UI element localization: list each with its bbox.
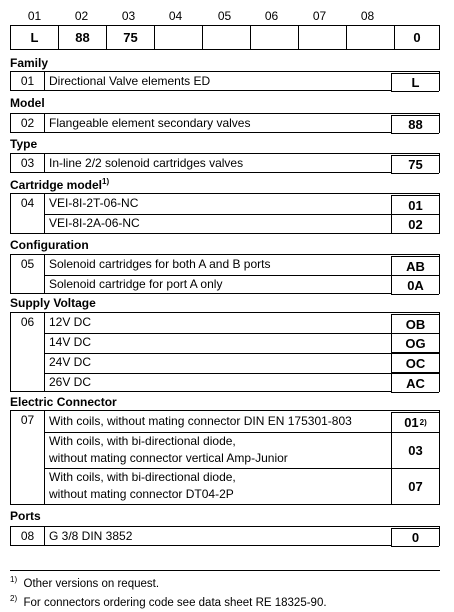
option-text: Flangeable element secondary valves: [49, 116, 251, 130]
position-number: 02: [74, 9, 89, 23]
footnote-mark: 2): [10, 594, 18, 603]
section-number: 03: [11, 154, 45, 172]
row-divider: [44, 333, 439, 334]
option-text: Directional Valve elements ED: [49, 74, 211, 88]
option-code: OC: [391, 353, 439, 373]
option-code: 75: [391, 155, 439, 174]
option-text: Solenoid cartridges for both A and B ports: [49, 257, 271, 271]
section-supply: [10, 312, 440, 392]
section-title-text: Cartridge model: [10, 178, 103, 192]
position-number: 06: [264, 9, 279, 23]
section-number: 06: [11, 313, 45, 391]
option-text: VEI-8I-2T-06-NC: [49, 196, 139, 210]
option-code: OG: [391, 333, 439, 353]
section-title-ports: Ports: [10, 509, 41, 523]
option-code: 07: [391, 468, 439, 505]
order-code-box: [250, 25, 299, 50]
section-configuration: [10, 254, 440, 294]
section-title-configuration: Configuration: [10, 238, 89, 252]
option-code: 88: [391, 115, 439, 134]
option-code: [391, 412, 439, 433]
option-text-line2: without mating connector DT04-2P: [49, 487, 234, 501]
option-code: OB: [391, 314, 439, 334]
option-text: G 3/8 DIN 3852: [49, 529, 133, 543]
option-code: 01: [391, 195, 439, 215]
section-number: 08: [11, 527, 45, 545]
section-connector: [10, 410, 440, 505]
option-code: 0: [391, 528, 439, 547]
order-code-box: [154, 25, 203, 50]
order-code-box: [346, 25, 395, 50]
option-code: 03: [391, 432, 439, 469]
option-text-line1: With coils, with bi-directional diode,: [49, 470, 236, 484]
option-text-line1: With coils, with bi-directional diode,: [49, 434, 236, 448]
position-number: 07: [312, 9, 327, 23]
option-text-line2: without mating connector vertical Amp-Junior: [49, 451, 288, 465]
option-code: 0A: [391, 275, 439, 295]
section-number: 04: [11, 194, 45, 233]
position-number: 04: [168, 9, 183, 23]
option-text: 14V DC: [49, 335, 92, 349]
option-code-text: 01: [404, 415, 419, 430]
option-code: AC: [391, 373, 439, 393]
position-number: 05: [217, 9, 232, 23]
footnote-marker: 2): [419, 418, 427, 427]
section-number: 07: [11, 411, 45, 504]
option-text: Solenoid cartridge for port A only: [49, 277, 223, 291]
position-number: 03: [121, 9, 136, 23]
section-title-connector: Electric Connector: [10, 395, 117, 409]
section-title-model: Model: [10, 96, 45, 110]
section-title-type: Type: [10, 137, 38, 151]
footnote-text: Other versions on request.: [23, 577, 160, 590]
section-number: 02: [11, 114, 45, 132]
option-code: L: [391, 73, 439, 92]
position-number: 08: [360, 9, 375, 23]
section-title-supply: Supply Voltage: [10, 296, 96, 310]
footnote-divider: [10, 570, 440, 571]
order-code-box: L: [10, 25, 59, 50]
footnote: [10, 575, 159, 590]
option-text: With coils, without mating connector DIN EN 175301-803: [49, 414, 352, 428]
option-text: 24V DC: [49, 355, 92, 369]
section-number: 01: [11, 72, 45, 90]
section-family: [10, 71, 440, 91]
row-divider: [44, 373, 439, 374]
order-code-box: 75: [106, 25, 155, 50]
footnote-mark: 1): [10, 575, 18, 584]
section-type: [10, 153, 440, 173]
section-model: [10, 113, 440, 133]
section-title-family: Family: [10, 56, 49, 70]
option-text: VEI-8I-2A-06-NC: [49, 216, 140, 230]
order-code-box: 0: [394, 25, 440, 50]
row-divider: [44, 353, 439, 354]
position-numbers: [0, 9, 454, 23]
footnote-text: For connectors ordering code see data sheet RE 18325-90.: [23, 596, 327, 609]
option-text: 12V DC: [49, 315, 92, 329]
footnote-marker: 1): [102, 177, 110, 186]
option-text: In-line 2/2 solenoid cartridges valves: [49, 156, 244, 170]
order-code-box: [202, 25, 251, 50]
option-text: 26V DC: [49, 375, 92, 389]
order-code-box: [298, 25, 347, 50]
footnote: [10, 594, 327, 609]
option-code: AB: [391, 256, 439, 276]
section-number: 05: [11, 255, 45, 293]
section-ports: [10, 526, 440, 546]
option-code: 02: [391, 214, 439, 234]
order-code-box: 88: [58, 25, 107, 50]
position-number: 01: [27, 9, 42, 23]
section-title-cartridge: [10, 177, 109, 192]
section-cartridge: [10, 193, 440, 234]
order-code-boxes: [10, 25, 440, 51]
